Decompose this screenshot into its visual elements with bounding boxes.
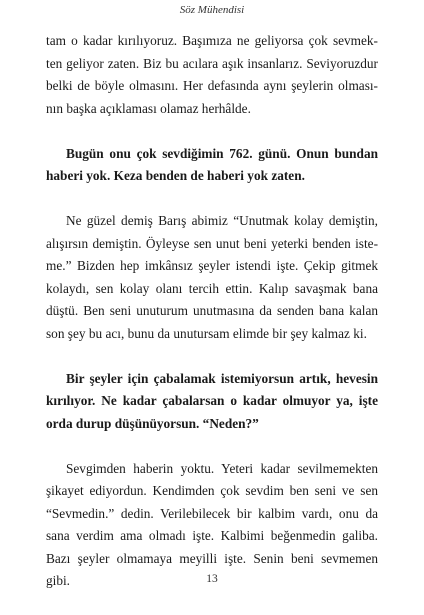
text-line: Bugün onu çok sevdiğimin 762. günü. Onun bundan (66, 145, 378, 161)
text-line: orda durup düşünüyorsun. “Neden?” (46, 415, 259, 431)
text-line: kırılıyor. Ne kadar çabalarsan o kadar olmuyor ya, işte (46, 393, 378, 408)
text-line: alışırsın demiştin. Öyleyse sen unut beni yeterki benden iste- (46, 235, 378, 251)
text-line: şikayet ediyordun. Kendimden çok sevdim ben seni ve sen (46, 483, 378, 498)
text-line: me.” Bizden hep imkânsız şeyler istendi işte. Çekip gitmek (46, 258, 378, 273)
text-line: tam o kadar kırılıyoruz. Başımıza ne geliyorsa çok sevmek- (46, 33, 378, 48)
text-line: Sevgimden haberin yoktu. Yeteri kadar sevilmemekten (66, 460, 378, 476)
running-header: Söz Mühendisi (179, 4, 245, 16)
text-line: kolaydı, sen kolay olanı tercih ettin. Kalıp savaşmak bana (46, 280, 378, 296)
text-line: sana verdim ama olmadı işte. Kalbimi beğenmedin galiba. (46, 528, 378, 543)
text-line: son şey bu acı, bunu da unutursam elimde bir şey kalmaz ki. (46, 325, 367, 341)
text-line: gibi. (46, 573, 71, 588)
paragraph (46, 30, 378, 120)
text-line: haberi yok. Keza benden de haberi yok zaten. (46, 168, 305, 183)
text-line: belki de böyle olmasını. Her defasında aynı şeylerin olması- (46, 78, 378, 93)
bold-paragraph (46, 368, 378, 436)
text-line: Ne güzel demiş Barış abimiz “Unutmak kolay demiştin, (66, 213, 378, 228)
page-number: 13 (206, 573, 218, 585)
text-line: nın başka açıklaması olamaz herhâlde. (46, 100, 251, 116)
text-line: düştü. Ben seni unuturum unutmasına da senden bana kalan (46, 303, 378, 318)
text-line: Bir şeyler için çabalamak istemiyorsun artık, hevesin (66, 370, 378, 386)
paragraph (46, 210, 378, 345)
text-line: Bazı şeyler olmamaya meyilli işte. Senin beni sevmemen (46, 550, 378, 566)
bold-paragraph (46, 143, 378, 188)
text-line: “Sevmedin.” dedin. Verilebilecek bir kalbim vardı, onu da (46, 505, 378, 521)
body-text (46, 30, 378, 615)
text-line: ten geliyor zaten. Biz bu acılara aşık insanlarız. Seviyoruzdur (46, 55, 378, 71)
